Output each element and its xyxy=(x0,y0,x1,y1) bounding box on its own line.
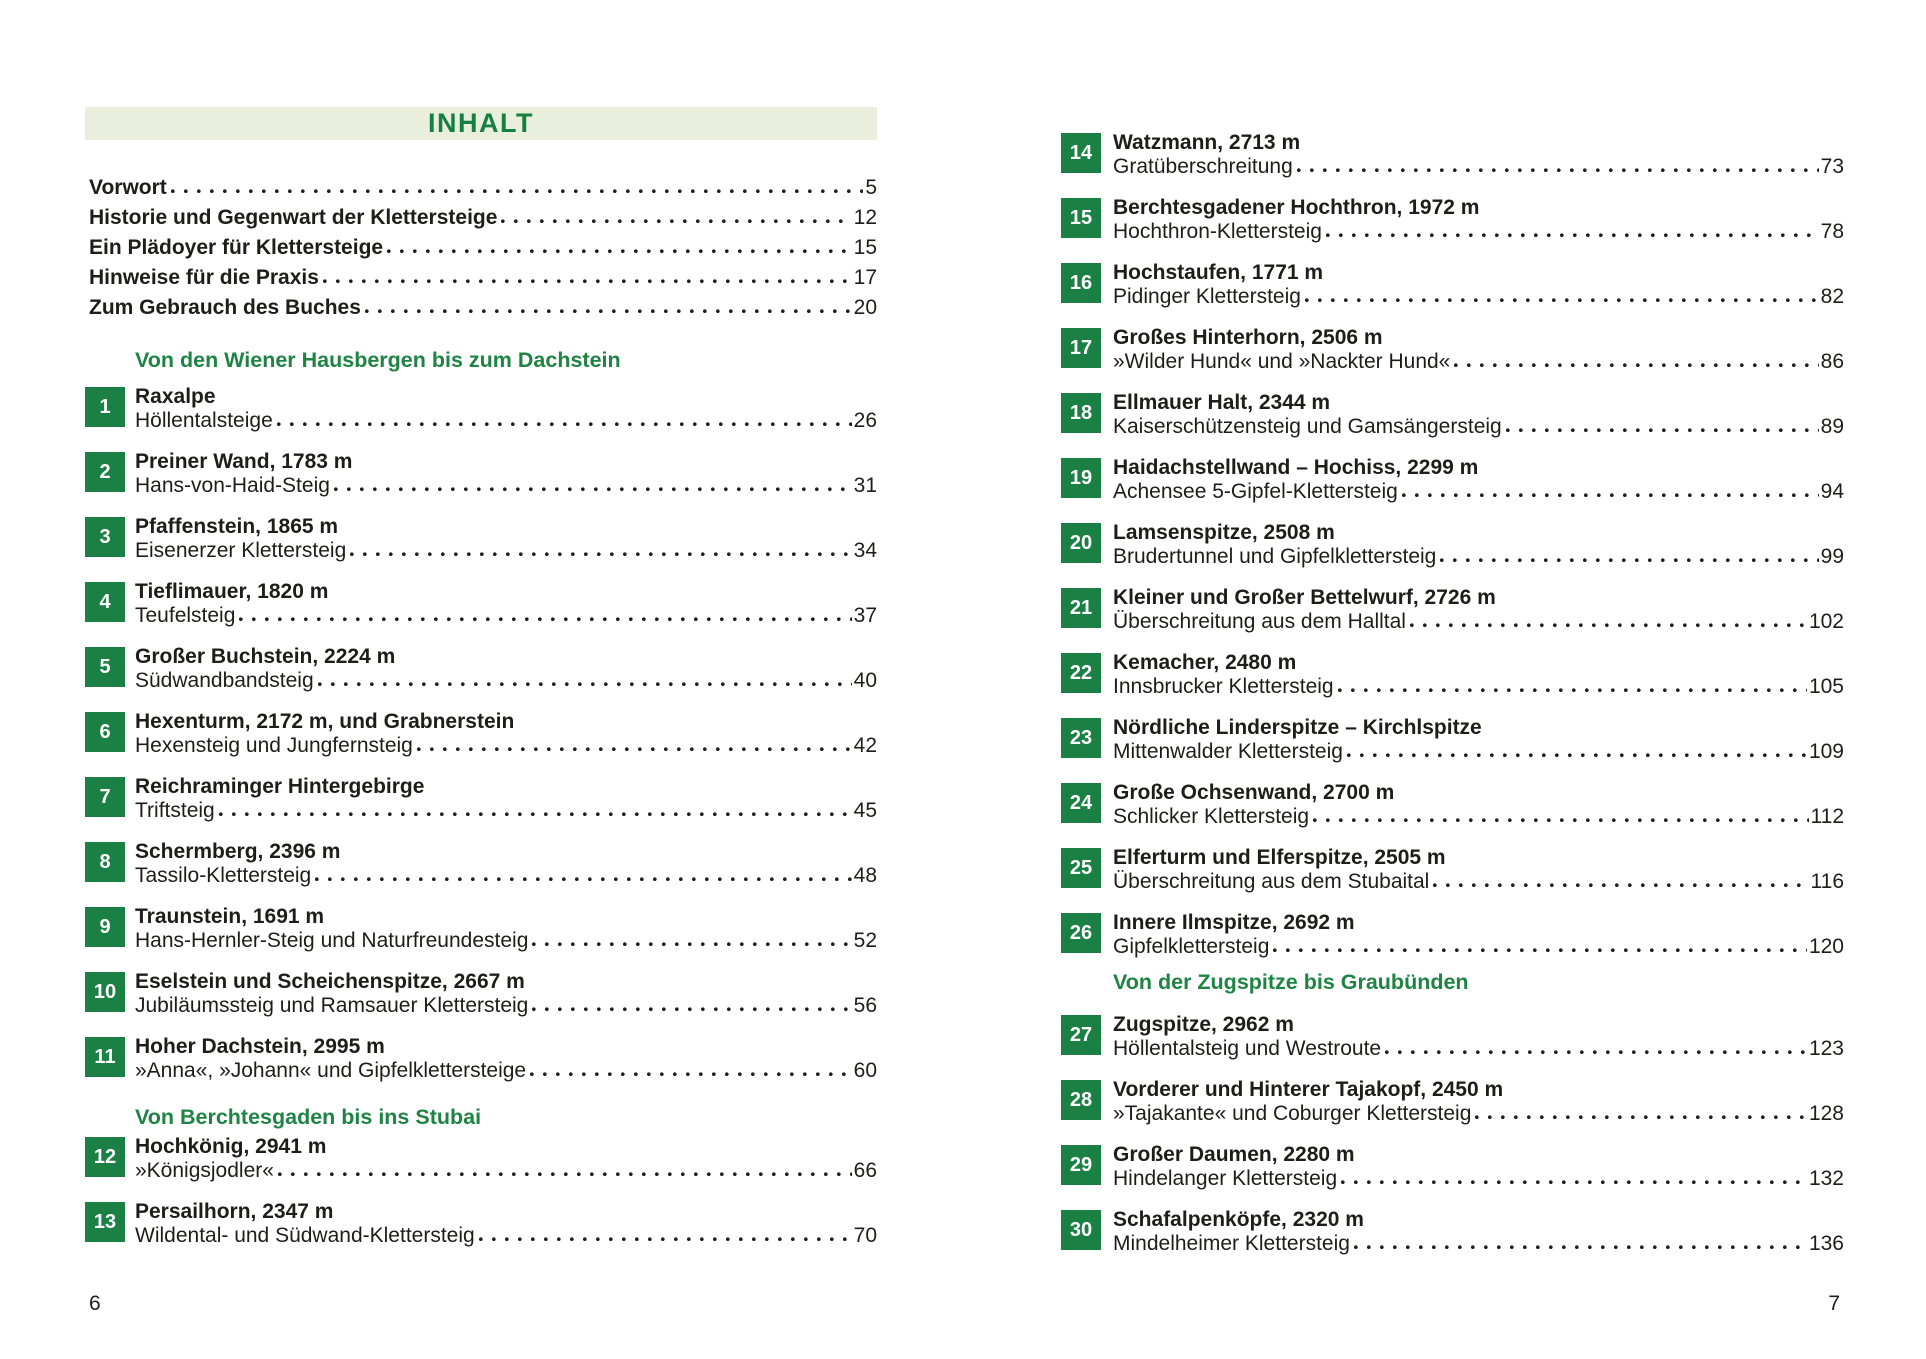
toc-entry xyxy=(85,710,877,760)
entry-subtitle-row xyxy=(1113,935,1844,959)
entry-page-number: 105 xyxy=(1808,675,1844,698)
entry-subtitle-row xyxy=(135,1059,877,1083)
toc-entry xyxy=(85,1200,877,1250)
entry-subtitle: Hans-von-Haid-Steig xyxy=(135,474,330,497)
dot-leader xyxy=(334,487,852,492)
entry-title: Elferturm und Elferspitze, 2505 m xyxy=(1113,846,1446,869)
entry-title: Eselstein und Scheichenspitze, 2667 m xyxy=(135,970,525,993)
entry-page-number: 45 xyxy=(853,799,877,822)
front-matter-page-number: 12 xyxy=(853,206,877,229)
entry-number-badge: 2 xyxy=(85,452,125,492)
left-page xyxy=(85,0,877,1359)
entry-subtitle: Jubiläumssteig und Ramsauer Klettersteig xyxy=(135,994,529,1017)
front-matter-label: Vorwort xyxy=(89,176,167,199)
toc-entry xyxy=(85,970,877,1020)
entry-page-number: 86 xyxy=(1820,350,1844,373)
dot-leader xyxy=(239,617,851,622)
front-matter-page-number: 20 xyxy=(853,296,877,319)
entry-title: Pfaffenstein, 1865 m xyxy=(135,515,339,538)
entry-number-badge: 10 xyxy=(85,972,125,1012)
front-matter-label: Ein Plädoyer für Klettersteige xyxy=(89,236,384,259)
entry-subtitle-row xyxy=(135,539,877,563)
dot-leader xyxy=(1347,753,1807,758)
toc-entry xyxy=(1061,1143,1844,1193)
folio-page-number: 6 xyxy=(89,1292,101,1315)
dot-leader xyxy=(277,422,852,427)
entry-title: Hochstaufen, 1771 m xyxy=(1113,261,1324,284)
entry-number-badge: 5 xyxy=(85,647,125,687)
dot-leader xyxy=(315,877,851,882)
entry-number-badge: 27 xyxy=(1061,1015,1101,1055)
entry-title: Reichraminger Hintergebirge xyxy=(135,775,425,798)
entry-title: Schafalpenköpfe, 2320 m xyxy=(1113,1208,1364,1231)
dot-leader xyxy=(365,309,852,314)
toc-entry xyxy=(85,1035,877,1085)
entry-number-badge: 26 xyxy=(1061,913,1101,953)
entry-title: Kleiner und Großer Bettelwurf, 2726 m xyxy=(1113,586,1496,609)
entry-subtitle-row xyxy=(1113,350,1844,374)
front-matter-row xyxy=(89,236,877,260)
entry-subtitle: »Tajakante« und Coburger Klettersteig xyxy=(1113,1102,1472,1125)
toc-entry xyxy=(1061,716,1844,766)
entry-subtitle: Hindelanger Klettersteig xyxy=(1113,1167,1338,1190)
entry-subtitle-row xyxy=(1113,610,1844,634)
dot-leader xyxy=(1402,493,1819,498)
entry-title: Großer Buchstein, 2224 m xyxy=(135,645,396,668)
entry-page-number: 52 xyxy=(853,929,877,952)
entry-title: Persailhorn, 2347 m xyxy=(135,1200,334,1223)
entry-page-number: 70 xyxy=(853,1224,877,1247)
entry-number-badge: 7 xyxy=(85,777,125,817)
entry-title: Tieflimauer, 1820 m xyxy=(135,580,329,603)
section-heading: Von Berchtesgaden bis ins Stubai xyxy=(135,1105,482,1129)
toc-entry xyxy=(85,385,877,435)
dot-leader xyxy=(219,812,852,817)
entry-title: Hochkönig, 2941 m xyxy=(135,1135,327,1158)
entry-title: Zugspitze, 2962 m xyxy=(1113,1013,1294,1036)
dot-leader xyxy=(532,942,851,947)
entry-page-number: 40 xyxy=(853,669,877,692)
entry-title: Watzmann, 2713 m xyxy=(1113,131,1301,154)
toc-entry xyxy=(85,905,877,955)
front-matter-page-number: 17 xyxy=(853,266,877,289)
entry-page-number: 31 xyxy=(853,474,877,497)
entry-subtitle-row xyxy=(1113,1232,1844,1256)
front-matter-page-number: 5 xyxy=(865,176,877,199)
entry-title: Lamsenspitze, 2508 m xyxy=(1113,521,1335,544)
toc-entry xyxy=(1061,521,1844,571)
entry-subtitle: Teufelsteig xyxy=(135,604,236,627)
toc-entry xyxy=(85,840,877,890)
entry-title: Preiner Wand, 1783 m xyxy=(135,450,353,473)
entry-page-number: 109 xyxy=(1808,740,1844,763)
entry-subtitle-row xyxy=(1113,285,1844,309)
entry-number-badge: 19 xyxy=(1061,458,1101,498)
entry-number-badge: 14 xyxy=(1061,133,1101,173)
entry-subtitle-row xyxy=(1113,805,1844,829)
entry-number-badge: 12 xyxy=(85,1137,125,1177)
entry-page-number: 123 xyxy=(1808,1037,1844,1060)
entry-subtitle-row xyxy=(1113,480,1844,504)
entry-number-badge: 18 xyxy=(1061,393,1101,433)
entry-number-badge: 20 xyxy=(1061,523,1101,563)
entry-number-badge: 6 xyxy=(85,712,125,752)
dot-leader xyxy=(1338,688,1807,693)
inhalt-banner xyxy=(85,107,877,140)
entry-title: Raxalpe xyxy=(135,385,216,408)
toc-entry xyxy=(1061,196,1844,246)
dot-leader xyxy=(171,189,864,194)
entry-subtitle: Wildental- und Südwand-Klettersteig xyxy=(135,1224,475,1247)
dot-leader xyxy=(387,249,852,254)
toc-entry xyxy=(85,450,877,500)
entry-subtitle: Hexensteig und Jungfernsteig xyxy=(135,734,413,757)
entry-subtitle-row xyxy=(135,669,877,693)
entry-number-badge: 21 xyxy=(1061,588,1101,628)
entry-number-badge: 25 xyxy=(1061,848,1101,888)
entry-title: Große Ochsenwand, 2700 m xyxy=(1113,781,1395,804)
dot-leader xyxy=(530,1072,852,1077)
entry-title: Traunstein, 1691 m xyxy=(135,905,325,928)
entry-number-badge: 16 xyxy=(1061,263,1101,303)
dot-leader xyxy=(1341,1180,1807,1185)
entry-subtitle: Gratüberschreitung xyxy=(1113,155,1293,178)
entry-page-number: 116 xyxy=(1810,870,1844,893)
toc-entry xyxy=(1061,1078,1844,1128)
entry-number-badge: 4 xyxy=(85,582,125,622)
entry-page-number: 94 xyxy=(1820,480,1844,503)
dot-leader xyxy=(1454,363,1818,368)
dot-leader xyxy=(532,1007,851,1012)
dot-leader xyxy=(1313,818,1808,823)
entry-page-number: 26 xyxy=(853,409,877,432)
dot-leader xyxy=(1354,1245,1807,1250)
entry-subtitle-row xyxy=(1113,220,1844,244)
entry-page-number: 37 xyxy=(853,604,877,627)
entry-subtitle-row xyxy=(135,474,877,498)
entry-page-number: 34 xyxy=(853,539,877,562)
front-matter-row xyxy=(89,176,877,200)
toc-entry xyxy=(1061,1013,1844,1063)
dot-leader xyxy=(1273,948,1807,953)
entry-subtitle: Mindelheimer Klettersteig xyxy=(1113,1232,1350,1255)
toc-entry xyxy=(1061,326,1844,376)
entry-number-badge: 15 xyxy=(1061,198,1101,238)
entry-title: Innere Ilmspitze, 2692 m xyxy=(1113,911,1355,934)
front-matter-label: Zum Gebrauch des Buches xyxy=(89,296,361,319)
entry-page-number: 66 xyxy=(853,1159,877,1182)
entry-subtitle: Hochthron-Klettersteig xyxy=(1113,220,1322,243)
entry-number-badge: 23 xyxy=(1061,718,1101,758)
section-heading: Von den Wiener Hausbergen bis zum Dachstein xyxy=(135,348,621,372)
dot-leader xyxy=(479,1237,852,1242)
entry-page-number: 120 xyxy=(1808,935,1844,958)
entry-title: Haidachstellwand – Hochiss, 2299 m xyxy=(1113,456,1479,479)
front-matter-row xyxy=(89,266,877,290)
entry-page-number: 132 xyxy=(1808,1167,1844,1190)
entry-subtitle: »Anna«, »Johann« und Gipfelklettersteige xyxy=(135,1059,527,1082)
dot-leader xyxy=(501,219,851,224)
entry-number-badge: 8 xyxy=(85,842,125,882)
folio-page-number: 7 xyxy=(1828,1292,1840,1315)
entry-page-number: 48 xyxy=(853,864,877,887)
entry-page-number: 73 xyxy=(1820,155,1844,178)
entry-subtitle-row xyxy=(1113,740,1844,764)
entry-page-number: 56 xyxy=(853,994,877,1017)
entry-subtitle-row xyxy=(135,864,877,888)
toc-entry xyxy=(1061,781,1844,831)
entry-subtitle: »Königsjodler« xyxy=(135,1159,274,1182)
entry-page-number: 89 xyxy=(1820,415,1844,438)
entry-number-badge: 1 xyxy=(85,387,125,427)
dot-leader xyxy=(1433,883,1808,888)
entry-subtitle-row xyxy=(135,994,877,1018)
entry-page-number: 112 xyxy=(1810,805,1844,828)
entry-subtitle-row xyxy=(1113,1102,1844,1126)
toc-entry xyxy=(1061,456,1844,506)
toc-entry xyxy=(1061,651,1844,701)
entry-title: Großes Hinterhorn, 2506 m xyxy=(1113,326,1383,349)
entry-subtitle-row xyxy=(135,1224,877,1248)
toc-entry xyxy=(85,580,877,630)
entry-page-number: 102 xyxy=(1808,610,1844,633)
dot-leader xyxy=(1475,1115,1807,1120)
entry-subtitle-row xyxy=(1113,1037,1844,1061)
section-heading: Von der Zugspitze bis Graubünden xyxy=(1113,970,1469,994)
entry-number-badge: 11 xyxy=(85,1037,125,1077)
entry-number-badge: 9 xyxy=(85,907,125,947)
entry-page-number: 136 xyxy=(1808,1232,1844,1255)
entry-subtitle-row xyxy=(1113,155,1844,179)
dot-leader xyxy=(1410,623,1807,628)
entry-number-badge: 29 xyxy=(1061,1145,1101,1185)
dot-leader xyxy=(417,747,852,752)
entry-subtitle-row xyxy=(135,409,877,433)
toc-entry xyxy=(1061,131,1844,181)
dot-leader xyxy=(323,279,852,284)
dot-leader xyxy=(1506,428,1819,433)
entry-subtitle: Höllentalsteige xyxy=(135,409,273,432)
dot-leader xyxy=(350,552,851,557)
page-title: INHALT xyxy=(428,108,534,138)
entry-subtitle-row xyxy=(1113,545,1844,569)
entry-subtitle-row xyxy=(1113,415,1844,439)
entry-number-badge: 3 xyxy=(85,517,125,557)
front-matter-row xyxy=(89,206,877,230)
entry-subtitle-row xyxy=(135,734,877,758)
entry-number-badge: 13 xyxy=(85,1202,125,1242)
entry-subtitle: Gipfelklettersteig xyxy=(1113,935,1270,958)
entry-subtitle-row xyxy=(135,929,877,953)
entry-subtitle: Kaiserschützensteig und Gamsängersteig xyxy=(1113,415,1502,438)
dot-leader xyxy=(1297,168,1819,173)
toc-entry xyxy=(1061,911,1844,961)
entry-subtitle: Brudertunnel und Gipfelklettersteig xyxy=(1113,545,1437,568)
entry-subtitle-row xyxy=(135,1159,877,1183)
toc-entry xyxy=(85,775,877,825)
toc-entry xyxy=(85,645,877,695)
entry-subtitle-row xyxy=(1113,870,1844,894)
toc-entry xyxy=(1061,1208,1844,1258)
dot-leader xyxy=(1440,558,1818,563)
entry-page-number: 78 xyxy=(1820,220,1844,243)
entry-title: Großer Daumen, 2280 m xyxy=(1113,1143,1355,1166)
entry-subtitle: Mittenwalder Klettersteig xyxy=(1113,740,1343,763)
entry-subtitle-row xyxy=(135,604,877,628)
entry-subtitle: Innsbrucker Klettersteig xyxy=(1113,675,1334,698)
entry-title: Ellmauer Halt, 2344 m xyxy=(1113,391,1331,414)
entry-number-badge: 17 xyxy=(1061,328,1101,368)
front-matter-label: Historie und Gegenwart der Klettersteige xyxy=(89,206,498,229)
entry-title: Hoher Dachstein, 2995 m xyxy=(135,1035,385,1058)
entry-subtitle-row xyxy=(1113,675,1844,699)
right-page xyxy=(1061,0,1844,1359)
entry-page-number: 60 xyxy=(853,1059,877,1082)
entry-title: Kemacher, 2480 m xyxy=(1113,651,1297,674)
entry-title: Vorderer und Hinterer Tajakopf, 2450 m xyxy=(1113,1078,1504,1101)
dot-leader xyxy=(278,1172,852,1177)
dot-leader xyxy=(1326,233,1819,238)
entry-subtitle: Überschreitung aus dem Halltal xyxy=(1113,610,1406,633)
entry-subtitle: Pidinger Klettersteig xyxy=(1113,285,1301,308)
entry-page-number: 42 xyxy=(853,734,877,757)
dot-leader xyxy=(1385,1050,1807,1055)
entry-subtitle: Hans-Hernler-Steig und Naturfreundesteig xyxy=(135,929,529,952)
toc-entry xyxy=(1061,391,1844,441)
dot-leader xyxy=(1305,298,1819,303)
entry-subtitle-row xyxy=(1113,1167,1844,1191)
entry-subtitle: Schlicker Klettersteig xyxy=(1113,805,1310,828)
toc-entry xyxy=(85,515,877,565)
entry-subtitle: »Wilder Hund« und »Nackter Hund« xyxy=(1113,350,1451,373)
entry-title: Berchtesgadener Hochthron, 1972 m xyxy=(1113,196,1480,219)
entry-subtitle: Tassilo-Klettersteig xyxy=(135,864,312,887)
dot-leader xyxy=(318,682,852,687)
front-matter-page-number: 15 xyxy=(853,236,877,259)
entry-title: Hexenturm, 2172 m, und Grabnerstein xyxy=(135,710,515,733)
toc-entry xyxy=(1061,846,1844,896)
toc-entry xyxy=(1061,586,1844,636)
entry-page-number: 82 xyxy=(1820,285,1844,308)
entry-subtitle: Höllentalsteig und Westroute xyxy=(1113,1037,1382,1060)
entry-number-badge: 22 xyxy=(1061,653,1101,693)
entry-subtitle: Eisenerzer Klettersteig xyxy=(135,539,347,562)
toc-entry xyxy=(85,1135,877,1185)
front-matter-label: Hinweise für die Praxis xyxy=(89,266,319,289)
entry-page-number: 128 xyxy=(1808,1102,1844,1125)
entry-number-badge: 24 xyxy=(1061,783,1101,823)
entry-subtitle: Südwandbandsteig xyxy=(135,669,314,692)
entry-number-badge: 28 xyxy=(1061,1080,1101,1120)
entry-page-number: 99 xyxy=(1820,545,1844,568)
entry-title: Nördliche Linderspitze – Kirchlspitze xyxy=(1113,716,1482,739)
entry-number-badge: 30 xyxy=(1061,1210,1101,1250)
entry-subtitle-row xyxy=(135,799,877,823)
entry-subtitle: Überschreitung aus dem Stubaital xyxy=(1113,870,1430,893)
entry-title: Schermberg, 2396 m xyxy=(135,840,341,863)
entry-subtitle: Triftsteig xyxy=(135,799,215,822)
front-matter-row xyxy=(89,296,877,320)
toc-entry xyxy=(1061,261,1844,311)
entry-subtitle: Achensee 5-Gipfel-Klettersteig xyxy=(1113,480,1398,503)
